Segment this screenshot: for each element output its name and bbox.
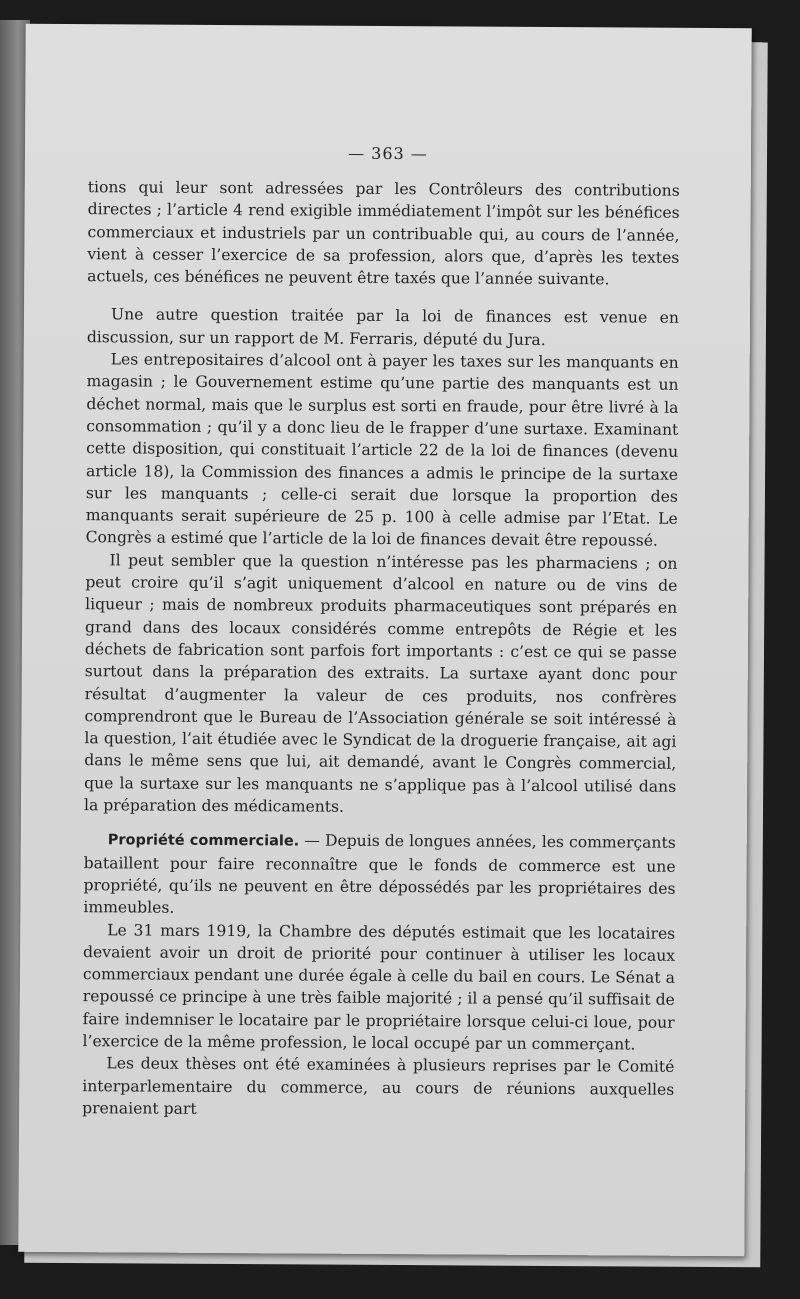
section-paragraph xyxy=(83,828,676,922)
paragraph: Les entrepositaires d’alcool ont à payer les taxes sur les manquants en magasin ; le Gouvernement estime qu’une partie des manquants est un déchet normal, mais que le surplus est sorti en fraude, pour être livré à la consommation ; qu’il y a donc lieu de le frapper d’une surtaxe. Examinant cette disposition, qui constituait l’article 22 de la loi de finances (devenu article 18), la Commission des finances a admis le principe de la surtaxe sur les manquants ; celle-ci serait due lorsque la proportion des manquants serait supérieure de 25 p. 100 à celle admise par l’Etat. Le Congrès a estimé que l’article de la loi de finances devait être repoussé. xyxy=(85,350,679,551)
book-page xyxy=(18,24,751,1256)
section-heading: Propriété commerciale. xyxy=(107,832,300,850)
paragraph: Une autre question traitée par la loi de finances est venue en discussion, sur un rapport de M. Ferraris, député du Jura. xyxy=(86,305,680,349)
paragraph: Il peut sembler que la question n’intéresse pas les pharmaciens ; on peut croire qu’il s’agit uniquement d’alcool en nature ou de vins de liqueur ; mais de nombreux produits pharmaceutiques sont préparés en grand dans des locaux considérés comme entrepôts de Régie et les déchets de fabrication sont parfois fort importants : c’est ce qui se passe surtout dans la préparation des extraits. La surtaxe ayant donc pour résultat d’augmenter la valeur de ces produits, nos confrères comprendront que le Bureau de l’Association générale se soit intéressé à la question, l’ait étudiée avec le Syndicat de la droguerie française, ait agi dans le même sens que lui, ait demandé, avant le Congrès commercial, que la surtaxe sur les manquants ne s’applique pas à l’alcool utilisé dans la préparation des médicaments. xyxy=(83,551,678,816)
paragraph: Les deux thèses ont été examinées à plusieurs reprises par le Comité interparlementaire du commerce, au cours de réunions auxquelles prenaient part xyxy=(82,1054,675,1118)
heading-dash: — xyxy=(299,831,326,850)
paragraph: Le 31 mars 1919, la Chambre des députés estimait que les locataires devaient avoir un droit de priorité pour continuer à utiliser les locaux commerciaux pendant une durée égale à celle du bail en cours. Le Sénat a repoussé ce principe à une très faible majorité ; il a pensé qu’il suffisait de faire indemniser le locataire par le propriétaire lorsque celui-ci loue, pour l’exercice de la même profession, le local occupé par un commerçant. xyxy=(82,920,676,1054)
page-body xyxy=(82,176,680,1123)
paragraph-continuation: tions qui leur sont adressées par les Contrôleurs des contributions directes ; l’article 4 rend exigible immédiatement l’impôt sur les bénéfices commerciaux et industriels par un contribuable qui, au cours de l’année, vient à cesser l’exercice de sa profession, alors que, d’après les textes actuels, ces bénéfices ne peuvent être taxés que l’année suivante. xyxy=(87,178,680,289)
page-number: — 363 — xyxy=(348,143,428,164)
section-text: Depuis de longues années, les commerçants bataillent pour faire reconnaître que le fonds de commerce est une propriété, qu’ils ne peuvent en être dépossédés par les propriétaires des immeubles. xyxy=(83,831,676,917)
